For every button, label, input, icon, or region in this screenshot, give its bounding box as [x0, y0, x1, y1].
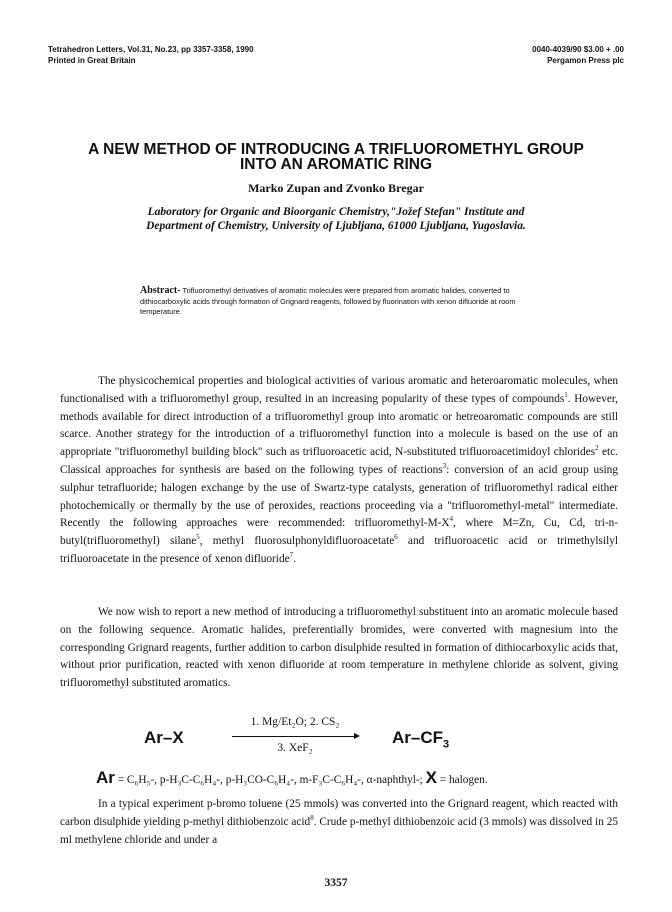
text-run: . However, methods available for direct introduction of a trifluoromethyl group into aromatic or hetreoaromatic compounds are still scarce. Another strategy for the introduction of a trifluoromethyl function into a molecule is based on the use of an appropriate "trifluoromethyl building block" such as trifluoroacetic acid, N-substituted trifluoroacetimidoyl chlorides — [60, 392, 618, 459]
text-run: : conversion of an acid group using sulphur tetrafluoride; halogen exchange by the use of Swartz-type catalysts, generation of trifluoromethyl radical either photochemically or thermally by the use of peroxides, reactions proceeding via a "trifluoromethyl-metal" intermediate. Recently the following approaches were recommended: trifluoromethyl-M-X — [60, 463, 618, 530]
reference-marker: 3 — [442, 462, 447, 471]
affiliation — [90, 206, 582, 233]
title-line-1: A NEW METHOD OF INTRODUCING A TRIFLUOROMETHYL GROUP — [88, 141, 584, 158]
paragraph-experiment — [60, 796, 618, 849]
reference-marker: 1 — [564, 391, 568, 400]
reference-marker: 4 — [449, 515, 454, 524]
journal-citation-line: Tetrahedron Letters, Vol.31, No.23, pp 3357-3358, 1990 — [48, 45, 254, 54]
substituent-definition — [96, 768, 488, 788]
price-code-line: 0040-4039/90 $3.00 + .00 — [532, 45, 624, 54]
reaction-arrowhead — [354, 733, 360, 739]
reference-marker: 5 — [196, 533, 200, 542]
reference-marker: 7 — [289, 551, 294, 560]
price-publisher — [532, 44, 624, 66]
ar-symbol: Ar — [96, 768, 115, 787]
paragraph-method: We now wish to report a new method of introducing a trifluoromethyl substituent into an aromatic molecule based on the following sequence. Aromatic halides, preferentially bromides, were converted with magnesium into the corresponding Grignard reagents, further addition to carbon disulphide resulted in formation of dithiocarboxylic acids that, without prior purification, reacted with xenon difluoride at room temperature in methylene chloride as solvent, giving trifluoromethyl substituted aromatics. — [60, 606, 618, 690]
product-label — [392, 728, 449, 750]
abstract-label: Abstract- — [140, 285, 181, 296]
reaction-conditions-bottom: 3. XeF₂ — [277, 742, 313, 754]
text-run: and trifluoroacetic acid or trimethylsilyl trifluoroacetate in the presence of xenon difluoride — [60, 535, 619, 565]
title-line-2: INTO AN AROMATIC RING — [239, 156, 433, 173]
journal-citation — [48, 44, 254, 66]
page-number: 3357 — [324, 877, 348, 889]
text-run: etc. Classical approaches for synthesis are based on the following types of reactions — [60, 446, 618, 476]
reference-marker: 8 — [310, 814, 314, 823]
printed-in-line: Printed in Great Britain — [48, 56, 136, 65]
x-definition: = halogen. — [436, 774, 488, 786]
product-subscript: 3 — [443, 738, 450, 751]
reactant-label: Ar–X — [144, 728, 184, 747]
reaction-arrow — [232, 736, 358, 737]
x-symbol: X — [425, 768, 437, 787]
text-run: In a typical experiment p-bromo toluene (25 mmols) was converted into the Grignard reagent, which reacted with carbon disulphide yielding p-methyl dithiobenzoic acid — [60, 798, 618, 828]
reference-marker: 2 — [595, 444, 599, 453]
affiliation-line-1: Laboratory for Organic and Bioorganic Chemistry,"Jožef Stefan" Institute and — [147, 206, 525, 218]
paragraph-intro — [60, 373, 618, 569]
authors: Marko Zupan and Zvonko Bregar — [248, 181, 424, 195]
text-run: , where M=Zn, Cu, Cd, tri-n-butyl(trifluoromethyl) silane — [60, 517, 618, 548]
paper-title — [40, 142, 632, 172]
reaction-scheme — [0, 716, 672, 756]
text-run: . — [293, 552, 296, 565]
reference-marker: 6 — [394, 533, 398, 542]
publisher-line: Pergamon Press plc — [547, 56, 624, 65]
text-run: . Crude p-methyl dithiobenzoic acid (3 mmols) was dissolved in 25 ml methylene chloride and under a — [60, 815, 618, 846]
affiliation-line-2: Department of Chemistry, University of Ljubljana, 61000 Ljubljana, Yugoslavia. — [146, 219, 526, 232]
ar-list: = C₆H₅-, p-H₃C-C₆H₄-, p-H₃CO-C₆H₄-, m-F₃C-C₆H₄-, α-naphthyl-; — [114, 774, 426, 786]
product-formula: Ar–CF — [392, 728, 444, 747]
text-run: The physicochemical properties and biological activities of various aromatic and heteroaromatic molecules, when functionalised with a trifluoromethyl group, resulted in an increasing popularity of these types of compounds — [60, 375, 618, 405]
reaction-conditions-top: 1. Mg/Et₂O; 2. CS₂ — [250, 716, 340, 728]
abstract-text: Trifluoromethyl derivatives of aromatic molecules were prepared from aromatic halides, converted to dithiocarboxylic acids through formation of Grignard reagents, followed by fluorination with xenon difluoride at room temperature. — [140, 286, 516, 316]
text-run: , methyl fluorosulphonyldifluoroacetate — [199, 535, 395, 548]
abstract — [140, 286, 540, 318]
